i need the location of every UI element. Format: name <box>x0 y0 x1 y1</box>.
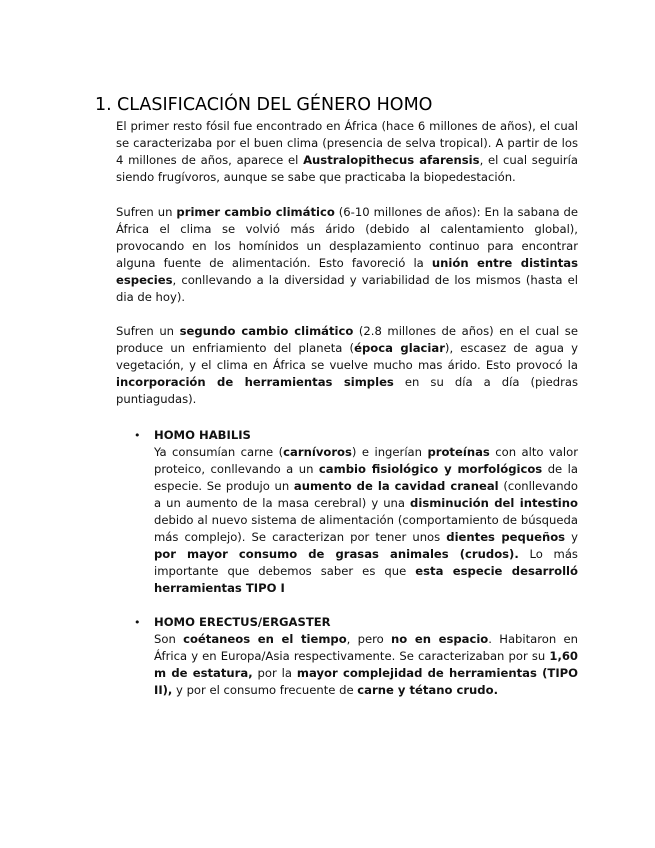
text-run: , pero <box>346 632 391 646</box>
bold-text: 1,60 m de estatura, <box>154 649 578 680</box>
text-run: con alto valor proteico, conllevando a un <box>154 445 578 476</box>
text-run: Sufren un <box>116 324 180 338</box>
text-run: ), escasez de agua y vegetación, y el clima en África se vuelve mucho mas árido. Esto provocó la <box>116 341 578 372</box>
list-item <box>134 427 579 597</box>
bold-text: primer cambio climático <box>176 205 335 219</box>
text-run: debido al nuevo sistema de alimentación (comportamiento de búsqueda más complejo). Se caracterizan por tener unos <box>154 513 578 544</box>
text-run: Lo más importante que debemos saber es que <box>154 547 578 578</box>
text-run: y <box>565 530 578 544</box>
bold-text: coétaneos en el tiempo <box>183 632 347 646</box>
list-item-body <box>154 632 578 697</box>
paragraph <box>116 323 578 408</box>
bold-text: aumento de la cavidad craneal <box>293 479 499 493</box>
bold-text: proteínas <box>427 445 490 459</box>
text-run: y por el consumo frecuente de <box>172 683 358 697</box>
text-run: (conllevando a un aumento de la masa cerebral) y una <box>154 479 578 510</box>
bold-text: esta especie desarrolló herramientas TIPO I <box>154 564 578 595</box>
text-run: El primer resto fósil fue encontrado en África (hace 6 millones de años), el cual se caracterizaba por el buen clima (presencia de selva tropical). A partir de los 4 millones de años, aparece el <box>116 119 578 167</box>
text-run: (6-10 millones de años): En la sabana de África el clima se volvió más árido (debido al calentamiento global), provocando en los homínidos un desplazamiento continuo para encontrar alguna fuente de alimentación. Esto favoreció la <box>116 205 579 270</box>
bold-text: cambio fisiológico y morfológicos <box>318 462 543 476</box>
bold-text: dientes pequeños <box>446 530 566 544</box>
paragraph <box>116 204 578 306</box>
text-run: Ya consumían carne ( <box>154 445 284 459</box>
bold-text: incorporación de herramientas simples <box>116 375 394 389</box>
section-title: CLASIFICACIÓN DEL GÉNERO HOMO <box>117 95 433 115</box>
text-run: . Habitaron en África y en Europa/Asia respectivamente. Se caracterizaban por su <box>154 632 578 663</box>
list-item-title: HOMO HABILIS <box>154 428 251 442</box>
section-number: 1. <box>95 95 112 115</box>
list-item-body <box>154 445 578 595</box>
text-run: ) e ingerían <box>351 445 428 459</box>
text-run: Sufren un <box>116 205 177 219</box>
bold-text: segundo cambio climático <box>179 324 354 338</box>
list-item <box>134 614 578 699</box>
text-run: Son <box>154 632 184 646</box>
text-run: en su día a día (piedras puntiagudas). <box>116 375 579 406</box>
section-heading <box>95 94 595 116</box>
bold-text: disminución del intestino <box>410 496 579 510</box>
bold-text: época glaciar <box>354 341 445 355</box>
bullet-icon: • <box>134 429 141 442</box>
bold-text: por mayor consumo de grasas animales (crudos). <box>154 547 519 561</box>
text-run: de la especie. Se produjo un <box>154 462 579 493</box>
bold-text: no en espacio <box>391 632 489 646</box>
paragraph <box>116 118 578 186</box>
list-item-title: HOMO ERECTUS/ERGASTER <box>154 615 331 629</box>
bold-text: carnívoros <box>283 445 352 459</box>
text-run: (2.8 millones de años) en el cual se produce un enfriamiento del planeta ( <box>116 324 578 355</box>
bullet-icon: • <box>134 616 141 629</box>
text-run: por la <box>252 666 297 680</box>
bold-text: carne y tétano crudo. <box>357 683 498 697</box>
text-run: , conllevando a la diversidad y variabilidad de los mismos (hasta el dia de hoy). <box>116 273 578 304</box>
bold-text: Australopithecus afarensis <box>303 153 480 167</box>
text-run: , el cual seguiría siendo frugívoros, aunque se sabe que practicaba la biopedestación. <box>116 153 578 184</box>
bold-text: unión entre distintas especies <box>116 256 578 287</box>
bold-text: mayor complejidad de herramientas (TIPO II), <box>154 666 578 697</box>
